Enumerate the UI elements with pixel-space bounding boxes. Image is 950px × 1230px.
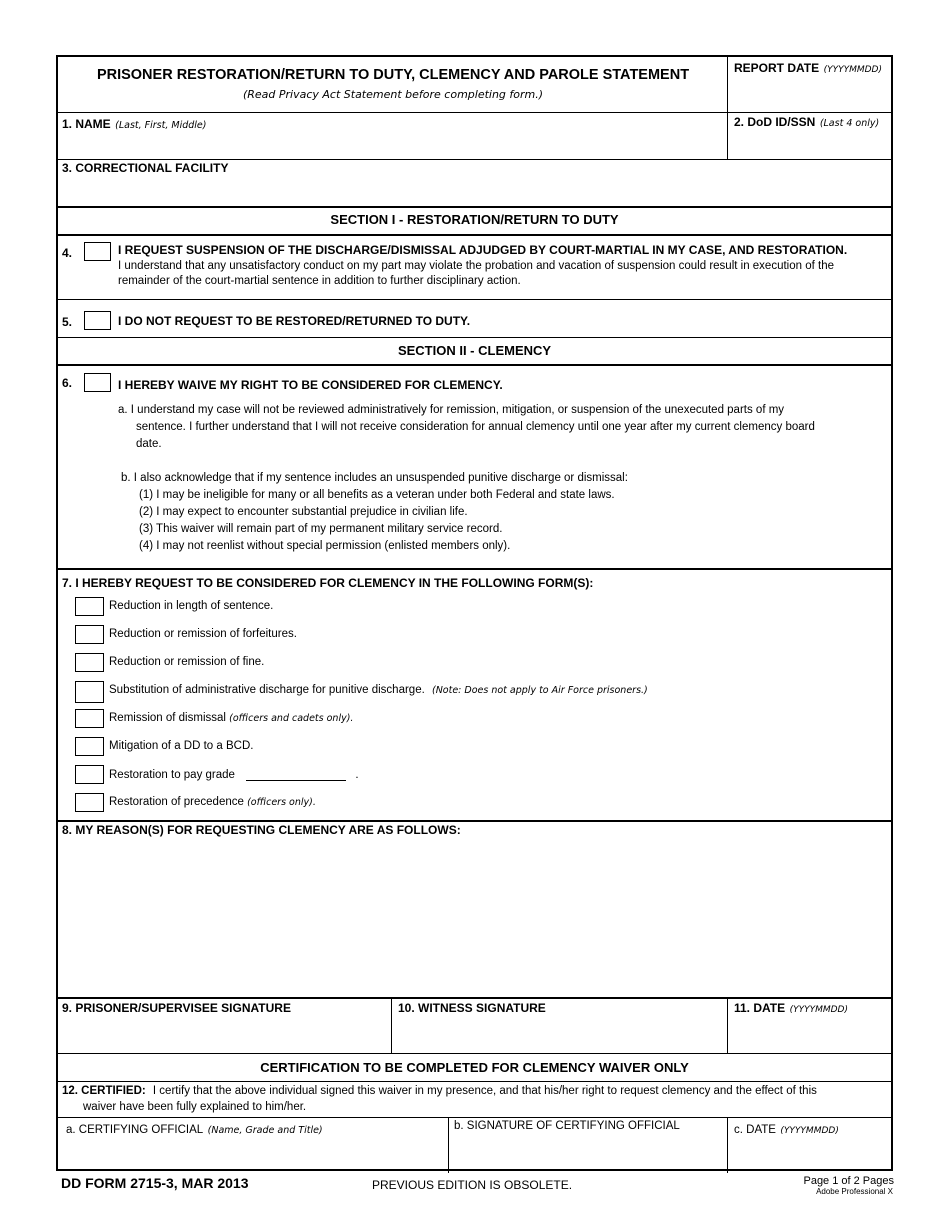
item-6b-line: b. I also acknowledge that if my sentence includes an unsuspended punitive discharge or dismissal:	[121, 472, 628, 484]
clemency-option-label: Reduction or remission of fine.	[109, 656, 265, 668]
prisoner-signature-label: 9. PRISONER/SUPERVISEE SIGNATURE	[62, 1001, 291, 1015]
clemency-option-row	[109, 684, 648, 696]
prisoner-signature-field[interactable]	[62, 999, 387, 1049]
divider	[58, 568, 891, 570]
page-number: Page 1 of 2 Pages	[803, 1175, 894, 1187]
clemency-option-checkbox[interactable]	[75, 681, 104, 703]
divider	[58, 364, 891, 366]
section-1-title: SECTION I - RESTORATION/RETURN TO DUTY	[330, 212, 619, 227]
item-4-number: 4.	[62, 246, 73, 260]
form-frame	[56, 55, 893, 1171]
clemency-option-row	[109, 796, 316, 808]
clemency-option-label: Reduction in length of sentence.	[109, 600, 274, 612]
item-12-line2: waiver have been fully explained to him/her.	[83, 1101, 307, 1113]
divider	[58, 1081, 891, 1082]
divider	[727, 1117, 728, 1173]
obsolete-notice: PREVIOUS EDITION IS OBSOLETE.	[372, 1178, 573, 1192]
item-5-checkbox[interactable]	[84, 311, 111, 330]
item-5-number: 5.	[62, 315, 73, 329]
divider	[58, 206, 891, 208]
divider	[58, 1117, 891, 1118]
divider	[58, 234, 891, 236]
witness-signature-field[interactable]	[398, 999, 723, 1049]
item-5-statement: I DO NOT REQUEST TO BE RESTORED/RETURNED TO DUTY.	[118, 314, 471, 328]
item-6-statement: I HEREBY WAIVE MY RIGHT TO BE CONSIDERED FOR CLEMENCY.	[118, 378, 503, 392]
item-6-number: 6.	[62, 376, 73, 390]
divider	[727, 997, 728, 1053]
item-12-label: 12. CERTIFIED:	[62, 1085, 146, 1097]
clemency-option-label: Mitigation of a DD to a BCD.	[109, 740, 254, 752]
divider	[727, 57, 728, 159]
signature-date-hint: (YYYYMMDD)	[789, 1005, 848, 1015]
clemency-option-note: (officers and cadets only).	[229, 713, 354, 724]
certifying-signature-field[interactable]: b. SIGNATURE OF CERTIFYING OFFICIAL	[454, 1120, 680, 1132]
divider	[58, 1053, 891, 1054]
certifying-official-label: a. CERTIFYING OFFICIAL	[66, 1124, 204, 1136]
divider	[58, 820, 891, 822]
clemency-option-label: Restoration to pay grade	[109, 769, 235, 781]
certification-date-label: c. DATE	[734, 1124, 776, 1136]
item-6b-1: (1) I may be ineligible for many or all benefits as a veteran under both Federal and state laws.	[139, 489, 615, 501]
name-field[interactable]	[62, 115, 722, 157]
name-hint: (Last, First, Middle)	[115, 120, 207, 131]
clemency-option-label: Substitution of administrative discharge for punitive discharge.	[109, 684, 425, 696]
item-4-text-line2: remainder of the court-martial sentence in addition to further disciplinary action.	[118, 275, 521, 287]
certifying-official-field[interactable]	[66, 1120, 441, 1168]
clemency-option-label: Reduction or remission of forfeitures.	[109, 628, 297, 640]
clemency-option-row	[109, 712, 353, 724]
certifying-official-hint: (Name, Grade and Title)	[207, 1125, 323, 1136]
item-12-line1	[62, 1085, 890, 1097]
clemency-option-checkbox[interactable]	[75, 597, 104, 616]
divider	[448, 1117, 449, 1173]
clemency-option-label: Remission of dismissal	[109, 712, 226, 724]
software-note: Adobe Professional X	[816, 1187, 893, 1196]
item-7-label: 7. I HEREBY REQUEST TO BE CONSIDERED FOR CLEMENCY IN THE FOLLOWING FORM(S):	[62, 576, 594, 590]
item-6-checkbox[interactable]	[84, 373, 111, 392]
clemency-option-checkbox[interactable]	[75, 709, 104, 728]
dodid-label: 2. DoD ID/SSN	[734, 115, 816, 129]
form-id: DD FORM 2715-3, MAR 2013	[61, 1175, 249, 1191]
clemency-option-checkbox[interactable]	[75, 653, 104, 672]
report-date-label: REPORT DATE	[734, 61, 820, 75]
form-subtitle: (Read Privacy Act Statement before completing form.)	[242, 88, 544, 101]
clemency-option-checkbox[interactable]	[75, 737, 104, 756]
report-date-hint: (YYYYMMDD)	[823, 65, 882, 75]
witness-signature-label: 10. WITNESS SIGNATURE	[398, 1001, 546, 1015]
certification-title: CERTIFICATION TO BE COMPLETED FOR CLEMENCY WAIVER ONLY	[260, 1060, 689, 1075]
report-date-field[interactable]	[734, 59, 882, 77]
item-6b-4: (4) I may not reenlist without special permission (enlisted members only).	[139, 540, 511, 552]
clemency-option-checkbox[interactable]	[75, 793, 104, 812]
item-6b-2: (2) I may expect to encounter substantial prejudice in civilian life.	[139, 506, 468, 518]
section-2-title: SECTION II - CLEMENCY	[397, 343, 552, 358]
clemency-option-note: (officers only).	[247, 797, 316, 808]
item-6a-line1: a. I understand my case will not be reviewed administratively for remission, mitigation, or suspension of the unexecuted parts of my	[118, 404, 785, 416]
certification-date-hint: (YYYYMMDD)	[780, 1126, 839, 1136]
form-title: PRISONER RESTORATION/RETURN TO DUTY, CLEMENCY AND PAROLE STATEMENT	[96, 67, 690, 83]
name-label: 1. NAME	[62, 117, 111, 131]
item-4-checkbox[interactable]	[84, 242, 111, 261]
clemency-option-note: (Note: Does not apply to Air Force prisoners.)	[431, 685, 648, 696]
signature-date-field[interactable]	[734, 999, 889, 1049]
clemency-option-row	[109, 768, 359, 781]
pay-grade-period: .	[355, 769, 359, 781]
divider	[391, 997, 392, 1053]
item-6a-line3: date.	[136, 438, 162, 450]
item-6b-3: (3) This waiver will remain part of my permanent military service record.	[139, 523, 503, 535]
dodid-field[interactable]	[734, 113, 889, 157]
clemency-option-label: Restoration of precedence	[109, 796, 244, 808]
signature-date-label: 11. DATE	[734, 1001, 786, 1015]
item-4-statement: I REQUEST SUSPENSION OF THE DISCHARGE/DISMISSAL ADJUDGED BY COURT-MARTIAL IN MY CASE, AND RESTORATION.	[118, 243, 848, 257]
item-6a-line2: sentence. I further understand that I will not receive consideration for annual clemency until one year after my current clemency board	[136, 421, 815, 433]
certification-date-field[interactable]	[734, 1120, 889, 1168]
pay-grade-input[interactable]	[246, 768, 346, 781]
correctional-facility-field[interactable]: 3. CORRECTIONAL FACILITY	[62, 161, 229, 175]
divider	[58, 159, 891, 160]
item-4-text-line1: I understand that any unsatisfactory conduct on my part may violate the probation and vacation of suspension could result in execution of the	[118, 260, 834, 272]
clemency-option-checkbox[interactable]	[75, 625, 104, 644]
divider	[58, 337, 891, 338]
dodid-hint: (Last 4 only)	[819, 118, 880, 129]
clemency-reasons-field[interactable]: 8. MY REASON(S) FOR REQUESTING CLEMENCY ARE AS FOLLOWS:	[62, 823, 461, 837]
item-12-text: I certify that the above individual signed this waiver in my presence, and that his/her right to request clemency and the effect of this	[152, 1085, 817, 1097]
clemency-option-checkbox[interactable]	[75, 765, 104, 784]
divider	[58, 299, 891, 300]
